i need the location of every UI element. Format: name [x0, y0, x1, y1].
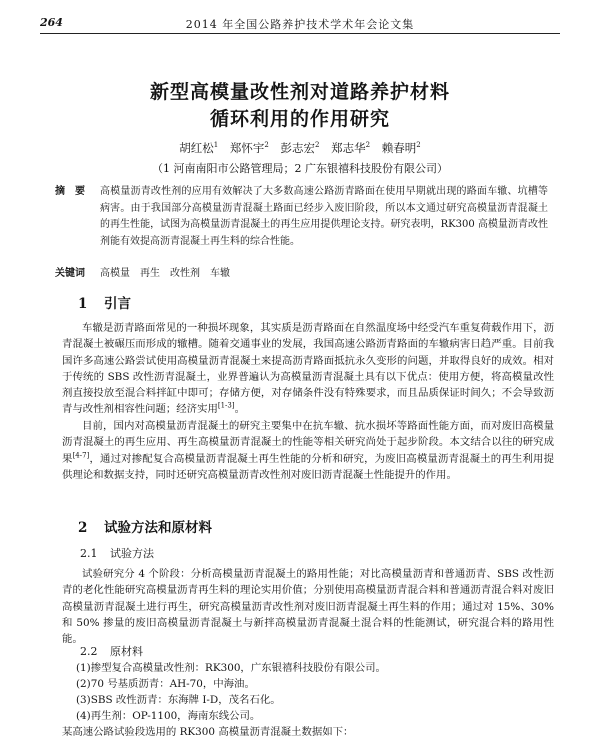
material-item: (3)SBS 改性沥青：东海牌 I-D，茂名石化。: [76, 694, 281, 706]
paper-title-line-1: 新型高模量改性剂对道路养护材料: [149, 81, 450, 103]
author: 郑志华$^2$: [331, 141, 371, 155]
subsection-heading-method: 2.1 试验方法: [80, 547, 154, 560]
running-header: [40, 14, 560, 32]
materials-lead-sentence: 某高速公路试验段选用的 RK300 高模量沥青混凝土数据如下：: [62, 726, 354, 738]
intro-paragraph-1: 车辙是沥青路面常见的一种损坏现象，其实质是沥青路面在自然温度场中经受汽车重复荷载作用下，沥青混凝土被碾压而形成的辙槽。随着交通事业的发展，我国高速公路沥青路面的车辙病害日趋严重。目前我国许多高速公路尝试使用高模量沥青混凝土来提高沥青路面抵抗永久变形的问题，并取得良好的成效。相对于传统的 SBS 改性沥青混凝土，业界普遍认为高模量沥青混凝土具有以下优点：使用方便，将高模量改性剂直接投放至混合料拌缸中即可；存储方便，对存储条件没有特殊要求，而且品质保证时间久；不会导致沥青与改性剂相容性问题；经济实用[1-3]。: [62, 322, 554, 416]
affiliation: （1 河南南阳市公路管理局；2 广东银禧科技股份有限公司）: [152, 162, 448, 175]
material-item: (2)70 号基质沥青：AH-70，中海油。: [76, 678, 255, 690]
author: 郑怀宇$^2$: [229, 141, 269, 155]
keywords-text: 高模量 再生 改性剂 车辙: [100, 268, 230, 279]
author: 彭志宏$^2$: [280, 141, 320, 155]
material-item: (4)再生剂：OP-1100，海南东线公司。: [76, 710, 261, 722]
keywords-block: [55, 266, 548, 283]
running-title: 2014 年全国公路养护技术学术年会论文集: [185, 18, 415, 31]
page-number: 264: [40, 16, 63, 29]
material-item: (1)掺型复合高模量改性剂：RK300，广东银禧科技股份有限公司。: [76, 662, 386, 674]
paper-title-line-2: 循环利用的作用研究: [209, 108, 390, 130]
author-list: [60, 140, 540, 156]
section-heading-methods: 2 试验方法和原材料: [78, 520, 212, 536]
abstract-block: [55, 184, 548, 250]
author: 赖春明$^2$: [381, 141, 421, 155]
abstract-label: 摘 要: [55, 186, 85, 197]
keywords-label: 关键词: [55, 268, 85, 279]
subsection-heading-materials: 2.2 原材料: [80, 645, 143, 658]
intro-paragraph-2: 目前，国内对高模量沥青混凝土的研究主要集中在抗车辙、抗水损坏等路面性能方面，而对废旧高模量沥青混凝土的再生应用、再生高模量沥青混凝土的性能等相关研究尚处于起步阶段。本文结合以往的研究成果[4-7]，通过对掺配复合高模量沥青混凝土再生性能的分析和研究，为废旧高模量沥青混凝土的再生利用提供理论和数据支持，同时还研究高模量沥青改性剂对废旧沥青混凝土性能提升的作用。: [62, 420, 554, 481]
abstract-text: 高模量沥青改性剂的应用有效解决了大多数高速公路沥青路面在使用早期就出现的路面车辙、坑槽等病害。由于我国部分高模量沥青混凝土路面已经步入废旧阶段，所以本文通过研究高模量沥青混凝土的再生性能，试图为高模量沥青混凝土的再生应用提供理论支持。研究表明，RK300 高模量沥青改性剂能有效提高沥青混凝土再生料的综合性能。: [100, 186, 548, 247]
section-heading-intro: 1 引言: [78, 296, 131, 312]
author: 胡红松$^1$: [179, 141, 219, 155]
method-paragraph: 试验研究分 4 个阶段：分析高模量沥青混凝土的路用性能；对比高模量沥青和普通沥青、SBS 改性沥青的老化性能研究高模量沥青再生料的理论实用价值；分别使用高模量沥青混合料和普通沥青混合料对废旧高模量沥青混凝土进行再生，研究高模量沥青改性剂对废旧沥青混凝土再生料的作用；通过对 15%、30% 和 50% 掺量的废旧高模量沥青混凝土与新拌高模量沥青混凝土混合料的性能测试，研究混合料的路用性能。: [62, 568, 554, 646]
header-rule: [40, 33, 560, 34]
